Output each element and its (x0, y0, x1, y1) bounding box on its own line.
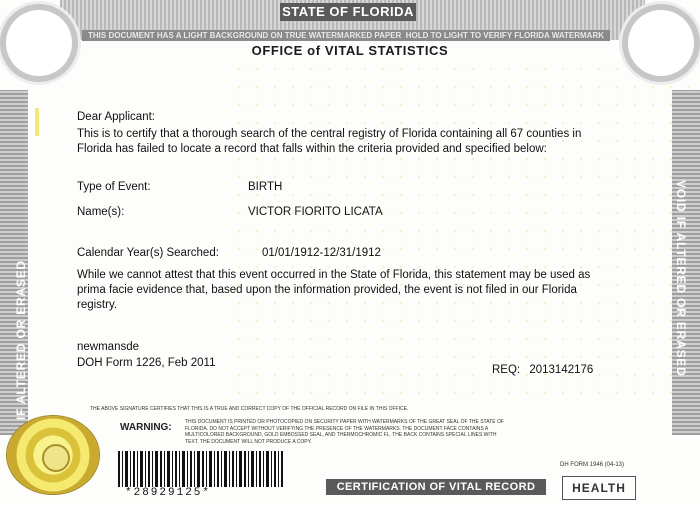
warning-label: WARNING: (120, 422, 172, 433)
request-number (492, 363, 593, 378)
names-label: Name(s): (77, 206, 125, 218)
state-title: STATE OF FLORIDA (280, 3, 416, 21)
prima-facie-statement: While we cannot attest that this event occurred in the State of Florida, this statement may be used as prima facie evidence that, based upon the information provided, the event is not filed in our Florida registry. (77, 269, 591, 311)
years-label: Calendar Year(s) Searched: (77, 247, 219, 259)
side-void-notice-left: IF ALTERED OR ERASED (14, 259, 28, 420)
barcode (118, 451, 283, 487)
certification-title: CERTIFICATION OF VITAL RECORD (326, 479, 546, 495)
form-number: DOH Form 1226, Feb 2011 (77, 357, 216, 369)
watermark-notice-right: HOLD TO LIGHT TO VERIFY FLORIDA WATERMARK (405, 31, 604, 40)
watermark-notice-left: THIS DOCUMENT HAS A LIGHT BACKGROUND ON TRUE WATERMARKED PAPER (88, 31, 402, 40)
side-void-notice-right: VOID IF ALTERED OR ERASED (674, 180, 688, 377)
req-value: 2013142176 (529, 364, 594, 376)
barcode-number: *28929125* (125, 487, 212, 499)
warning-text: THIS DOCUMENT IS PRINTED OR PHOTOCOPIED ON SECURITY PAPER WITH WATERMARKS OF THE GREAT SEAL OF THE STATE OF FLORIDA. DO NOT ACCEPT WITHOUT VERIFYING THE PRESENCE OF THE WATERMARKS. THE DOCUMENT FACE CONTAINS A MULTICOLORED BACKGROUND, GOLD EMBOSSED SEAL, AND THERMOCHROMIC FL. THE BACK CONTAINS SPECIAL LINES WITH TEXT. THE DOCUMENT WILL NOT PRODUCE A COPY. (185, 419, 504, 445)
office-title: OFFICE of VITAL STATISTICS (251, 43, 449, 58)
names-value: VICTOR FIORITO LICATA (248, 206, 383, 218)
certify-intro: This is to certify that a thorough search of the central registry of Florida containing all 67 counties in Florida has failed to locate a record that falls within the criteria provided and specified below: (77, 128, 582, 155)
certification-fine-print: THE ABOVE SIGNATURE CERTIFIES THAT THIS IS A TRUE AND CORRECT COPY OF THE OFFICIAL RECORD ON FILE IN THIS OFFICE. (90, 406, 409, 412)
salutation: Dear Applicant: (77, 111, 155, 123)
years-value: 01/01/1912-12/31/1912 (262, 247, 381, 259)
seal-emblem (42, 444, 70, 472)
event-label: Type of Event: (77, 181, 151, 193)
highlight-mark (35, 108, 39, 136)
health-logo: HEALTH (562, 476, 636, 500)
dh-form-number: DH FORM 1946 (04-13) (560, 462, 625, 468)
watermark-notice (82, 30, 610, 41)
issuer-name: newmansde (77, 341, 140, 353)
event-value: BIRTH (248, 181, 283, 193)
req-label: REQ: (492, 364, 521, 376)
state-seal (7, 416, 99, 494)
